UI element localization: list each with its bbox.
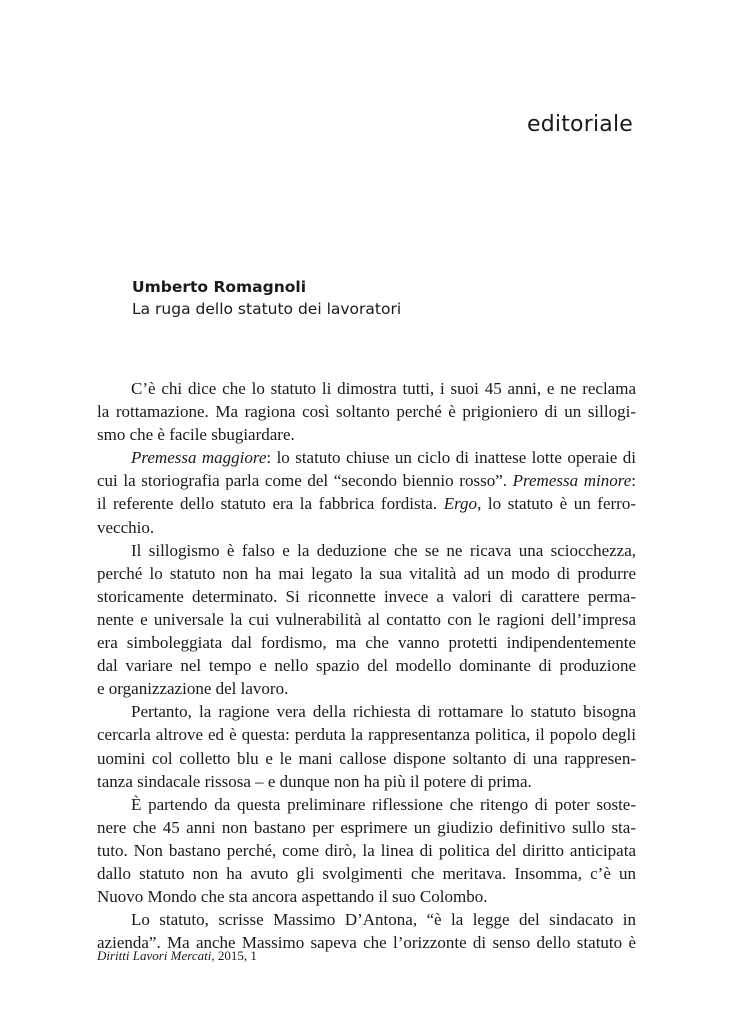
text: cui la storiografia parla come del “secondo biennio rosso”. [97, 471, 513, 491]
journal-issue: , 2015, 1 [211, 948, 257, 963]
text-line [97, 446, 636, 469]
article-title: La ruga dello statuto dei lavoratori [132, 300, 402, 318]
text-line: la rottamazione. Ma ragiona così soltanto perché è prigioniero di un sillogi- [97, 402, 636, 422]
text: : [631, 471, 636, 491]
emphasis: Premessa minore [512, 471, 632, 491]
text: : lo statuto chiuse un ciclo di inattese lotte operaie di [266, 448, 636, 468]
paragraph [97, 377, 636, 446]
paragraph [97, 793, 636, 908]
text-line: uomini col colletto blu e le mani callose dispone soltanto di una rappresen- [97, 748, 636, 768]
text-line: È partendo da questa preliminare riflessione che ritengo di poter soste- [131, 794, 636, 814]
emphasis: Ergo [443, 494, 478, 514]
text-line: era simboleggiata dal fordismo, ma che vanno protetti indipendentemente [97, 633, 636, 653]
text-line: cercarla altrove ed è questa: perduta la rappresentanza politica, il popolo degli [97, 725, 636, 745]
author-name: Umberto Romagnoli [132, 278, 307, 296]
paragraph [97, 700, 636, 792]
emphasis: Premessa maggiore [131, 448, 267, 468]
text-line: tuto. Non bastano perché, come dirò, la linea di politica del diritto anticipata [97, 840, 636, 860]
text-line: Nuovo Mondo che sta ancora aspettando il suo Colombo. [97, 887, 488, 907]
text-line: C’è chi dice che lo statuto li dimostra tutti, i suoi 45 anni, e ne reclama [131, 379, 636, 398]
text-line: nente e universale la cui vulnerabilità al contatto con le ragioni dell’impresa [97, 609, 636, 629]
text-line: dallo statuto non ha avuto gli svolgimenti che meritava. Insomma, c’è un [97, 863, 636, 883]
text-line: Lo statuto, scrisse Massimo D’Antona, “è la legge del sindacato in [131, 910, 636, 930]
text-line: vecchio. [97, 517, 155, 537]
text-line: Pertanto, la ragione vera della richiesta di rottamare lo statuto bisogna [131, 702, 636, 722]
text-line: perché lo statuto non ha mai legato la sua vitalità ad un modo di produrre [97, 563, 636, 583]
text-line: nere che 45 anni non bastano per esprimere un giudizio definitivo sullo sta- [97, 817, 636, 837]
text: il referente dello statuto era la fabbrica fordista. [97, 494, 444, 514]
text-line [97, 469, 636, 492]
section-label: editoriale [527, 112, 633, 137]
text-line: smo che è facile sbugiardare. [97, 425, 295, 445]
article-body [97, 377, 636, 954]
text-line: storicamente determinato. Si riconnette invece a valori di carattere perma- [97, 586, 636, 606]
text-line [97, 492, 636, 515]
paragraph [97, 446, 636, 538]
text-line: e organizzazione del lavoro. [97, 679, 289, 699]
text: , lo statuto è un ferro- [477, 494, 636, 514]
text-line: Il sillogismo è falso e la deduzione che se ne ricava una sciocchezza, [131, 540, 636, 560]
text-line: dal variare nel tempo e nello spazio del modello dominante di produzione [97, 656, 636, 676]
journal-footer [97, 948, 257, 964]
text-line: tanza sindacale rissosa – e dunque non ha più il potere di prima. [97, 771, 532, 791]
byline [132, 276, 401, 320]
journal-name: Diritti Lavori Mercati [97, 948, 212, 963]
paragraph [97, 539, 636, 701]
text-line: azienda”. Ma anche Massimo sapeva che l’orizzonte di senso dello statuto è [97, 933, 636, 953]
